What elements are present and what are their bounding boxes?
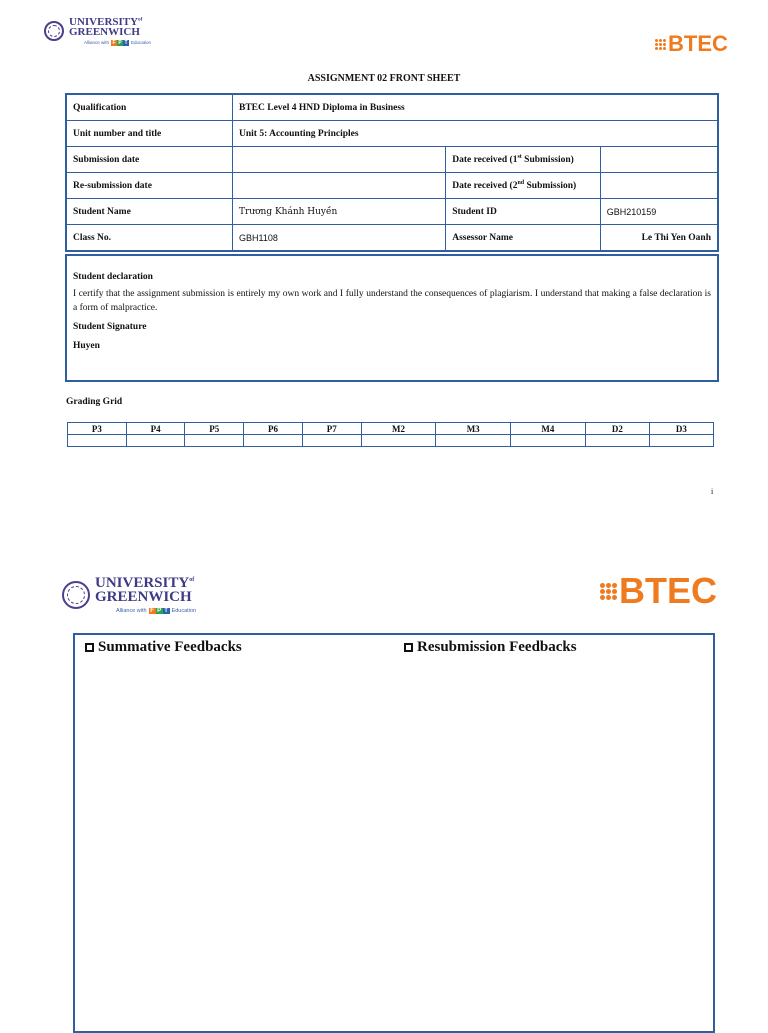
student-name-value[interactable]: Trương Khánh Huyền	[233, 199, 446, 225]
fpt-logo	[111, 40, 129, 46]
date-received-1-tail: Submission)	[521, 155, 574, 166]
submission-date-row	[66, 147, 718, 173]
summative-feedback-option[interactable]	[85, 639, 242, 656]
student-row	[66, 199, 718, 225]
date-received-1-text: Date received (1	[452, 155, 518, 166]
greenwich-seal-icon	[62, 581, 90, 609]
logo-of-text: of	[189, 577, 195, 583]
grade-header: P7	[302, 423, 361, 435]
grading-grid-table	[67, 422, 714, 447]
grade-cell[interactable]	[585, 435, 649, 447]
alliance-fpt-badge	[116, 608, 196, 614]
logo-of-text: of	[138, 17, 143, 23]
grade-cell[interactable]	[436, 435, 511, 447]
resubmission-date-field[interactable]	[233, 173, 446, 199]
submission-date-label: Submission date	[66, 147, 233, 173]
grading-grid-label: Grading Grid	[66, 397, 123, 407]
logo-university-text: UNIVERSITY	[95, 575, 190, 591]
grade-cell[interactable]	[126, 435, 185, 447]
grade-header: D3	[649, 423, 713, 435]
logo-university-text: UNIVERSITY	[69, 16, 139, 28]
student-name-label: Student Name	[66, 199, 233, 225]
signature-label: Student Signature	[73, 322, 147, 332]
student-id-label: Student ID	[446, 199, 601, 225]
btec-dots-icon	[600, 583, 617, 600]
fpt-letter-p: P	[157, 607, 162, 614]
grade-cell[interactable]	[244, 435, 303, 447]
btec-logo	[655, 31, 728, 57]
assessor-label: Assessor Name	[446, 225, 601, 252]
logo-greenwich-text: GREENWICH	[95, 589, 192, 606]
date-received-2-text: Date received (2	[452, 181, 518, 192]
unit-label: Unit number and title	[66, 121, 233, 147]
signature-value[interactable]: Huyen	[73, 341, 100, 351]
grade-cell[interactable]	[361, 435, 436, 447]
student-declaration-box	[65, 254, 719, 382]
declaration-text: I certify that the assignment submission is entirely my own work and I fully understand the consequences of plagiarism. I understand that making a false declaration is a form of malpractice.	[73, 289, 711, 313]
page-number: i	[711, 487, 714, 496]
assessor-value[interactable]: Le Thi Yen Oanh	[600, 225, 718, 252]
grade-header: M4	[511, 423, 586, 435]
alliance-suffix: Education	[171, 607, 197, 614]
grade-header: M3	[436, 423, 511, 435]
resubmission-checkbox-icon[interactable]	[404, 643, 413, 652]
fpt-letter-t: T	[164, 607, 168, 614]
grade-cell[interactable]	[185, 435, 244, 447]
grade-cell[interactable]	[649, 435, 713, 447]
date-received-1-field[interactable]	[600, 147, 718, 173]
logo-greenwich-text: GREENWICH	[69, 26, 140, 39]
grade-header: P6	[244, 423, 303, 435]
resubmission-feedback-option[interactable]	[404, 639, 577, 656]
resubmission-date-row	[66, 173, 718, 199]
btec-text: BTEC	[619, 570, 717, 611]
class-value[interactable]: GBH1108	[233, 225, 446, 252]
qualification-row	[66, 94, 718, 121]
greenwich-seal-icon	[44, 21, 64, 41]
fpt-logo	[149, 608, 170, 614]
date-received-2-field[interactable]	[600, 173, 718, 199]
unit-row	[66, 121, 718, 147]
submission-date-field[interactable]	[233, 147, 446, 173]
class-row	[66, 225, 718, 252]
date-received-1-sup: st	[517, 153, 522, 160]
resubmission-feedback-label: Resubmission Feedbacks	[417, 639, 577, 655]
grade-header: M2	[361, 423, 436, 435]
grade-cell[interactable]	[302, 435, 361, 447]
grade-cell[interactable]	[511, 435, 586, 447]
resubmission-date-label: Re-submission date	[66, 173, 233, 199]
grade-header: D2	[585, 423, 649, 435]
alliance-suffix: Education	[131, 40, 152, 46]
qualification-value: BTEC Level 4 HND Diploma in Business	[233, 94, 719, 121]
btec-logo	[600, 570, 717, 612]
class-label: Class No.	[66, 225, 233, 252]
university-of-greenwich-logo	[44, 17, 151, 46]
assignment-title: ASSIGNMENT 02 FRONT SHEET	[307, 73, 461, 84]
student-id-value[interactable]: GBH210159	[600, 199, 718, 225]
date-received-2-label	[446, 173, 601, 199]
front-sheet-table	[65, 93, 719, 252]
btec-dots-icon	[655, 39, 666, 50]
grade-header: P3	[68, 423, 127, 435]
date-received-1-label	[446, 147, 601, 173]
date-received-2-sup: nd	[517, 179, 525, 186]
unit-value: Unit 5: Accounting Principles	[233, 121, 719, 147]
grading-grid-value-row	[68, 435, 714, 447]
alliance-prefix: Alliance with	[116, 607, 147, 614]
university-of-greenwich-logo	[62, 576, 196, 614]
summative-checkbox-icon[interactable]	[85, 643, 94, 652]
grading-grid-header-row	[68, 423, 714, 435]
feedback-box	[73, 633, 715, 1033]
summative-feedback-label: Summative Feedbacks	[98, 639, 242, 655]
grade-header: P4	[126, 423, 185, 435]
grade-cell[interactable]	[68, 435, 127, 447]
fpt-letter-f: F	[112, 39, 116, 46]
btec-text: BTEC	[668, 31, 728, 56]
alliance-prefix: Alliance with	[84, 40, 110, 46]
declaration-heading: Student declaration	[73, 272, 153, 282]
date-received-2-tail: Submission)	[524, 181, 577, 192]
fpt-letter-p: P	[118, 39, 122, 46]
alliance-fpt-badge	[84, 40, 151, 46]
fpt-letter-f: F	[150, 607, 154, 614]
qualification-label: Qualification	[66, 94, 233, 121]
grade-header: P5	[185, 423, 244, 435]
fpt-letter-t: T	[124, 39, 128, 46]
